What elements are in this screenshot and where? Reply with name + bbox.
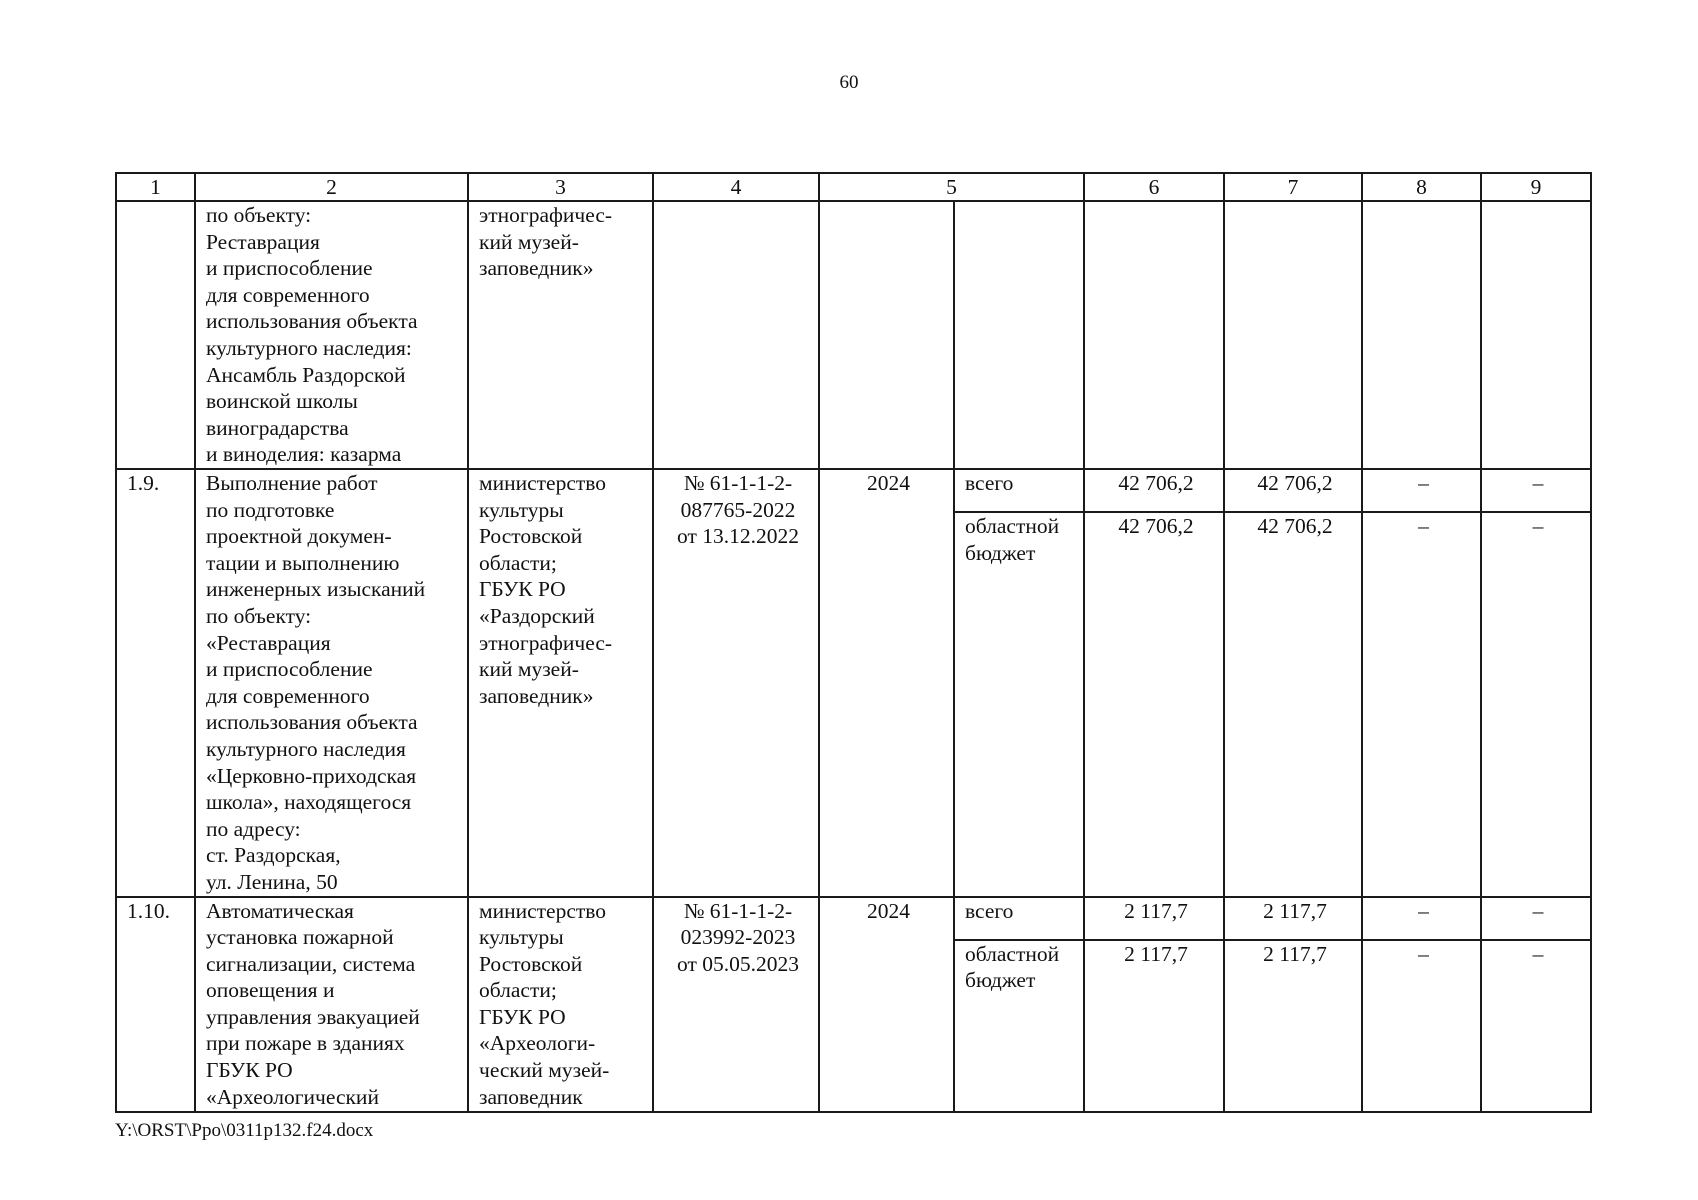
cell-source: областной бюджет [954, 512, 1084, 896]
cell-col7: 2 117,7 [1224, 897, 1362, 940]
cell-col6 [1084, 201, 1224, 469]
funding-table [115, 172, 1592, 1113]
cell-col8: – [1362, 469, 1481, 512]
cell-col7: 42 706,2 [1224, 512, 1362, 896]
cell-col9: – [1481, 897, 1591, 940]
cell-col7 [1224, 201, 1362, 469]
cell-source [954, 201, 1084, 469]
header-cell: 5 [819, 173, 1084, 201]
cell-source: всего [954, 469, 1084, 512]
header-cell: 9 [1481, 173, 1591, 201]
cell-description: по объекту: Реставрация и приспособление для современного использования объекта культурного наследия: Ансамбль Раздорской воинской школы виноградарства и виноделия: казарма [195, 201, 468, 469]
cell-col8: – [1362, 940, 1481, 1112]
cell-document [653, 201, 819, 469]
cell-description: Выполнение работ по подготовке проектной докумен- тации и выполнению инженерных изысканий по объекту: «Реставрация и приспособление для современного использования объекта культурного наследия «Церковно-приходская школа», находящегося по адресу: ст. Раздорская, ул. Ленина, 50 [195, 469, 468, 897]
cell-description: Автоматическая установка пожарной сигнализации, система оповещения и управления эвакуацией при пожаре в зданиях ГБУК РО «Археологический [195, 897, 468, 1112]
cell-col8: – [1362, 512, 1481, 896]
cell-number: 1.10. [116, 897, 195, 1112]
cell-col6: 42 706,2 [1084, 512, 1224, 896]
cell-executor: министерство культуры Ростовской области; ГБУК РО «Археологи- ческий музей- заповедник [468, 897, 653, 1112]
cell-col9: – [1481, 940, 1591, 1112]
cell-source: всего [954, 897, 1084, 940]
cell-col9: – [1481, 512, 1591, 896]
header-cell: 2 [195, 173, 468, 201]
cell-year: 2024 [819, 469, 954, 897]
footer-file-path: Y:\ORST\Ppo\0311p132.f24.docx [115, 1120, 374, 1141]
cell-source: областной бюджет [954, 940, 1084, 1112]
header-cell: 6 [1084, 173, 1224, 201]
cell-col6: 2 117,7 [1084, 897, 1224, 940]
header-cell: 4 [653, 173, 819, 201]
cell-document: № 61-1-1-2- 023992-2023 от 05.05.2023 [653, 897, 819, 1112]
cell-col9: – [1481, 469, 1591, 512]
cell-col7: 42 706,2 [1224, 469, 1362, 512]
cell-year [819, 201, 954, 469]
header-cell: 3 [468, 173, 653, 201]
table-row [116, 469, 1591, 512]
cell-col9 [1481, 201, 1591, 469]
header-cell: 7 [1224, 173, 1362, 201]
cell-col8: – [1362, 897, 1481, 940]
cell-col6: 42 706,2 [1084, 469, 1224, 512]
cell-col6: 2 117,7 [1084, 940, 1224, 1112]
cell-number [116, 201, 195, 469]
page-number: 60 [839, 72, 859, 93]
table-row [116, 897, 1591, 940]
header-cell: 8 [1362, 173, 1481, 201]
cell-col7: 2 117,7 [1224, 940, 1362, 1112]
cell-executor: этнографичес- кий музей- заповедник» [468, 201, 653, 469]
table-row-continuation [116, 201, 1591, 469]
cell-document: № 61-1-1-2- 087765-2022 от 13.12.2022 [653, 469, 819, 897]
header-cell: 1 [116, 173, 195, 201]
header-row [116, 173, 1591, 201]
cell-executor: министерство культуры Ростовской области; ГБУК РО «Раздорский этнографичес- кий музей- заповедник» [468, 469, 653, 897]
cell-col8 [1362, 201, 1481, 469]
cell-year: 2024 [819, 897, 954, 1112]
cell-number: 1.9. [116, 469, 195, 897]
